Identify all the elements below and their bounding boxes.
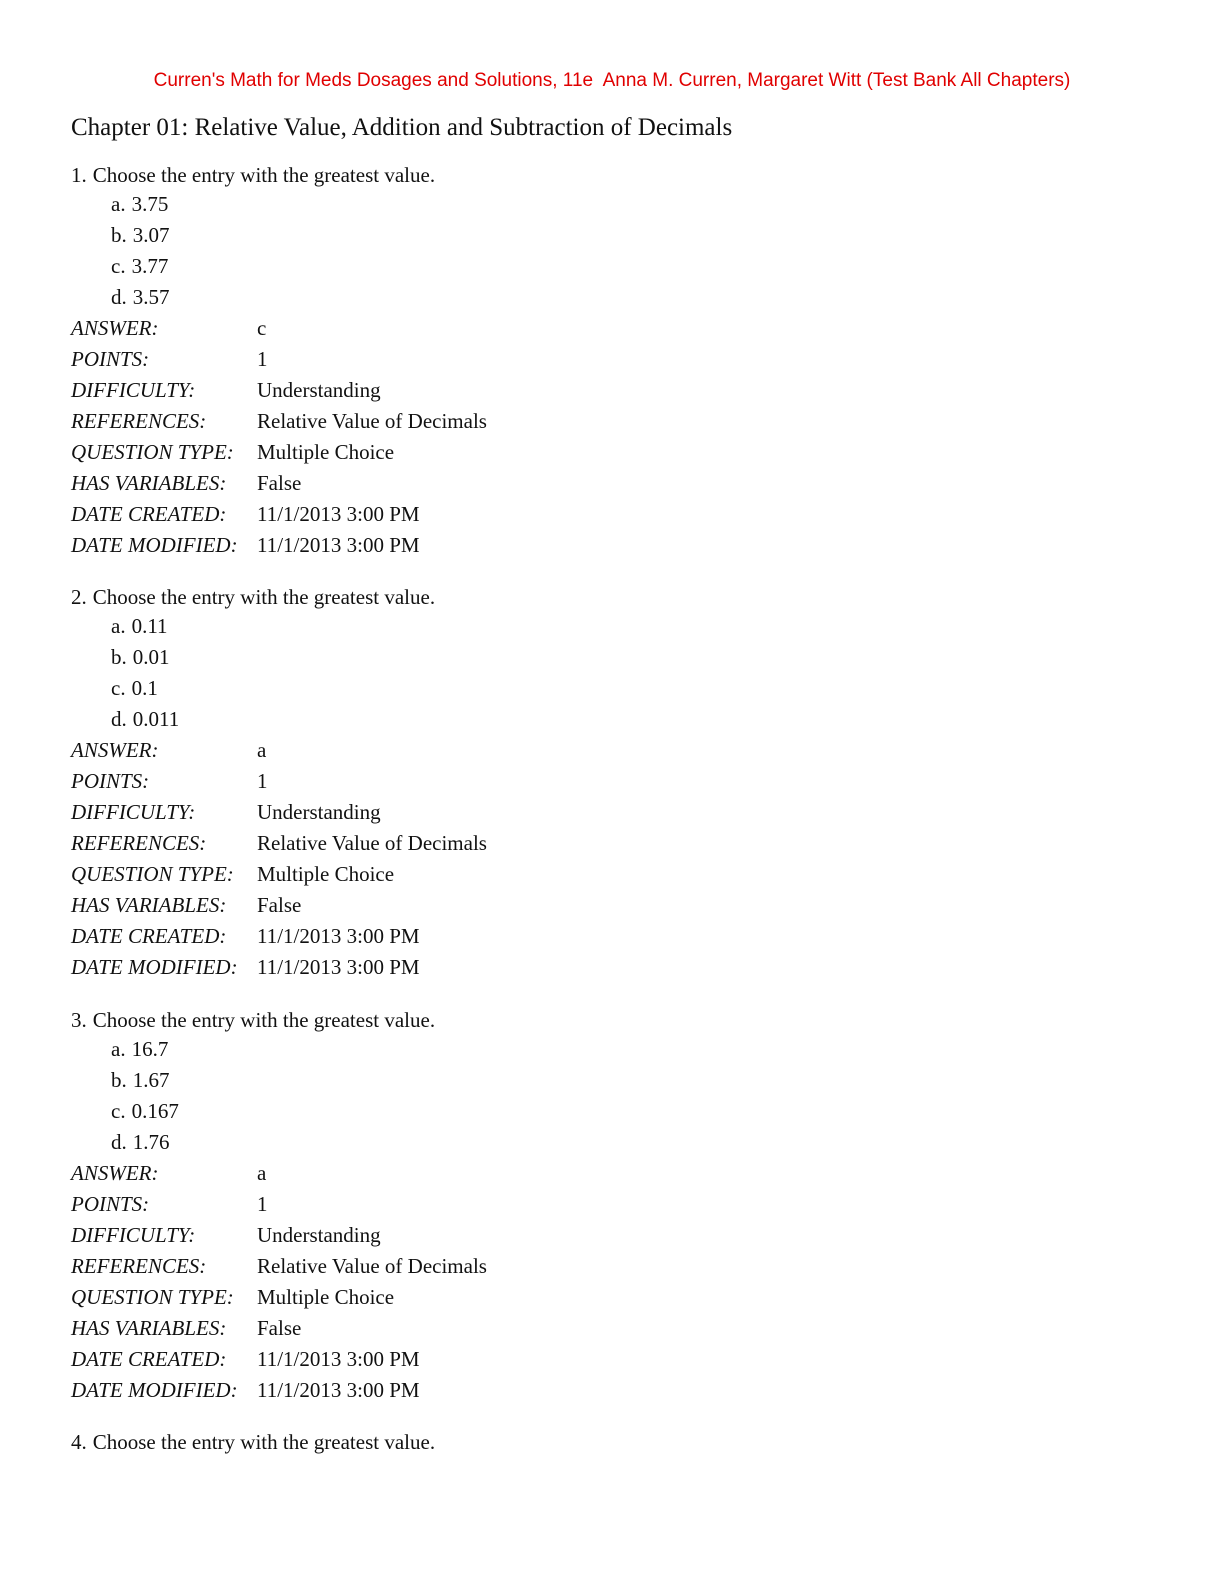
question-text: Choose the entry with the greatest value.: [92, 163, 436, 187]
meta-question-type: QUESTION TYPE: Multiple Choice: [71, 440, 395, 464]
choice-c: c. 0.1: [111, 676, 158, 700]
meta-points: POINTS: 1: [71, 347, 268, 371]
choice-list: [71, 189, 1151, 313]
meta-points: POINTS: 1: [71, 769, 268, 793]
question-metadata: [71, 1158, 1151, 1406]
meta-question-type: QUESTION TYPE: Multiple Choice: [71, 862, 395, 886]
choice-a: a. 3.75: [111, 192, 169, 216]
choice-a: a. 16.7: [111, 1037, 169, 1061]
meta-answer: ANSWER: c: [71, 316, 267, 340]
meta-date-created: DATE CREATED: 11/1/2013 3:00 PM: [71, 924, 420, 948]
meta-difficulty: DIFFICULTY: Understanding: [71, 800, 381, 824]
question-stem: [71, 1428, 1151, 1456]
question-2: [71, 583, 1151, 983]
choice-b: b. 1.67: [111, 1068, 170, 1092]
meta-question-type: QUESTION TYPE: Multiple Choice: [71, 1285, 395, 1309]
choice-b: b. 3.07: [111, 223, 170, 247]
question-metadata: [71, 313, 1151, 561]
choice-a: a. 0.11: [111, 614, 168, 638]
meta-answer: ANSWER: a: [71, 1161, 267, 1185]
meta-difficulty: DIFFICULTY: Understanding: [71, 1223, 381, 1247]
meta-has-variables: HAS VARIABLES: False: [71, 471, 302, 495]
question-number: 4.: [71, 1430, 87, 1454]
meta-date-modified: DATE MODIFIED: 11/1/2013 3:00 PM: [71, 955, 420, 979]
question-1: [71, 161, 1151, 561]
choice-c: c. 0.167: [111, 1099, 179, 1123]
meta-has-variables: HAS VARIABLES: False: [71, 893, 302, 917]
choice-d: d. 3.57: [111, 285, 170, 309]
question-metadata: [71, 735, 1151, 983]
choice-b: b. 0.01: [111, 645, 170, 669]
choice-c: c. 3.77: [111, 254, 169, 278]
question-text: Choose the entry with the greatest value.: [92, 1430, 436, 1454]
question-number: 2.: [71, 585, 87, 609]
meta-date-created: DATE CREATED: 11/1/2013 3:00 PM: [71, 502, 420, 526]
meta-date-modified: DATE MODIFIED: 11/1/2013 3:00 PM: [71, 533, 420, 557]
question-3: [71, 1006, 1151, 1406]
document-header: Curren's Math for Meds Dosages and Solutions, 11e Anna M. Curren, Margaret Witt (Test Bank All Chapters): [153, 70, 1071, 91]
choice-list: [71, 611, 1151, 735]
chapter-title: Chapter 01: Relative Value, Addition and Subtraction of Decimals: [71, 114, 733, 141]
question-stem: [71, 161, 1151, 189]
meta-difficulty: DIFFICULTY: Understanding: [71, 378, 381, 402]
meta-has-variables: HAS VARIABLES: False: [71, 1316, 302, 1340]
question-text: Choose the entry with the greatest value.: [92, 585, 436, 609]
meta-references: REFERENCES: Relative Value of Decimals: [71, 831, 487, 855]
choice-list: [71, 1034, 1151, 1158]
choice-d: d. 0.011: [111, 707, 180, 731]
meta-date-modified: DATE MODIFIED: 11/1/2013 3:00 PM: [71, 1378, 420, 1402]
question-stem: [71, 583, 1151, 611]
meta-references: REFERENCES: Relative Value of Decimals: [71, 409, 487, 433]
question-stem: [71, 1006, 1151, 1034]
question-number: 3.: [71, 1008, 87, 1032]
meta-points: POINTS: 1: [71, 1192, 268, 1216]
meta-date-created: DATE CREATED: 11/1/2013 3:00 PM: [71, 1347, 420, 1371]
question-4: [71, 1428, 1151, 1456]
question-text: Choose the entry with the greatest value.: [92, 1008, 436, 1032]
choice-d: d. 1.76: [111, 1130, 170, 1154]
meta-references: REFERENCES: Relative Value of Decimals: [71, 1254, 487, 1278]
meta-answer: ANSWER: a: [71, 738, 267, 762]
question-number: 1.: [71, 163, 87, 187]
